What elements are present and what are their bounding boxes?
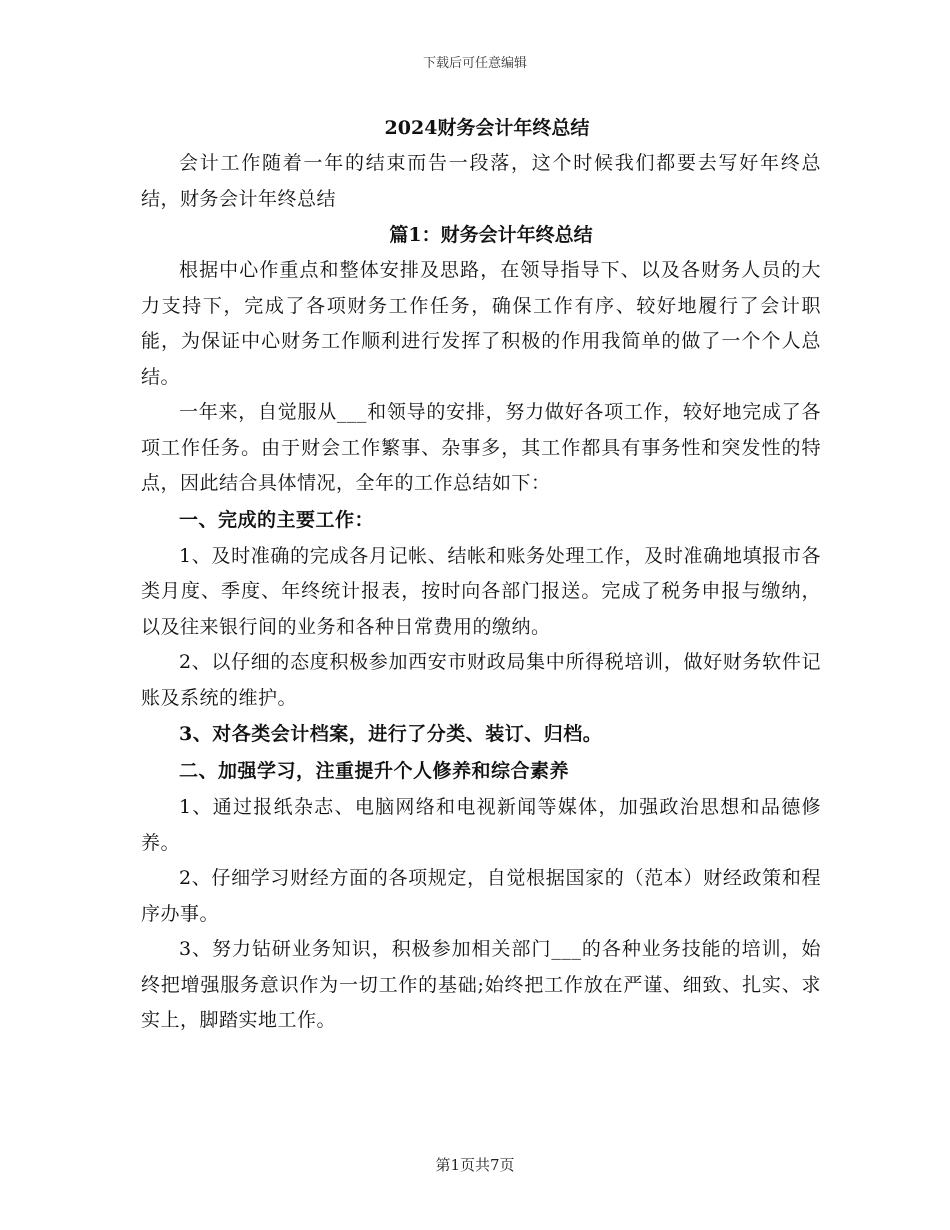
intro-paragraph: 会计工作随着一年的结束而告一段落，这个时候我们都要去写好年终总结，财务会计年终总结 [141,152,821,210]
section-heading-2: 二、加强学习，注重提升个人修养和综合素养 [179,760,570,782]
list-item: 3、努力钻研业务知识，积极参加相关部门___的各种业务技能的培训，始终把增强服务意识作为一切工作的基础;始终把工作放在严谨、细致、扎实、求实上，脚踏实地工作。 [141,938,821,1031]
list-item: 1、通过报纸杂志、电脑网络和电视新闻等媒体，加强政治思想和品德修养。 [141,796,821,854]
page-number: 第1页共7页 [435,1156,515,1174]
document-body [141,112,821,1039]
section-heading-1: 一、完成的主要工作： [179,508,375,531]
page-header-note: 下载后可任意编辑 [422,56,527,71]
list-item: 2、以仔细的态度积极参加西安市财政局集中所得税培训，做好财务软件记账及系统的维护。 [141,651,821,709]
section-title: 篇1：财务会计年终总结 [389,224,593,246]
bold-list-item: 3、对各类会计档案，进行了分类、装订、归档。 [179,723,603,745]
list-item: 2、仔细学习财经方面的各项规定，自觉根据国家的（范本）财经政策和程序办事。 [141,867,821,925]
list-item: 1、及时准确的完成各月记帐、结帐和账务处理工作，及时准确地填报市各类月度、季度、年终统计报表，按时向各部门报送。完成了税务申报与缴纳，以及往来银行间的业务和各种日常费用的缴纳。 [141,544,821,638]
document-title: 2024财务会计年终总结 [384,117,590,139]
body-paragraph: 根据中心作重点和整体安排及思路，在领导指导下、以及各财务人员的大力支持下，完成了各项财务工作任务，确保工作有序、较好地履行了会计职能，为保证中心财务工作顺利进行发挥了积极的作用我简单的做了一个个人总结。 [141,259,821,388]
body-paragraph: 一年来，自觉服从___和领导的安排，努力做好各项工作，较好地完成了各项工作任务。由于财会工作繁事、杂事多，其工作都具有事务性和突发性的特点，因此结合具体情况，全年的工作总结如下： [141,401,821,494]
